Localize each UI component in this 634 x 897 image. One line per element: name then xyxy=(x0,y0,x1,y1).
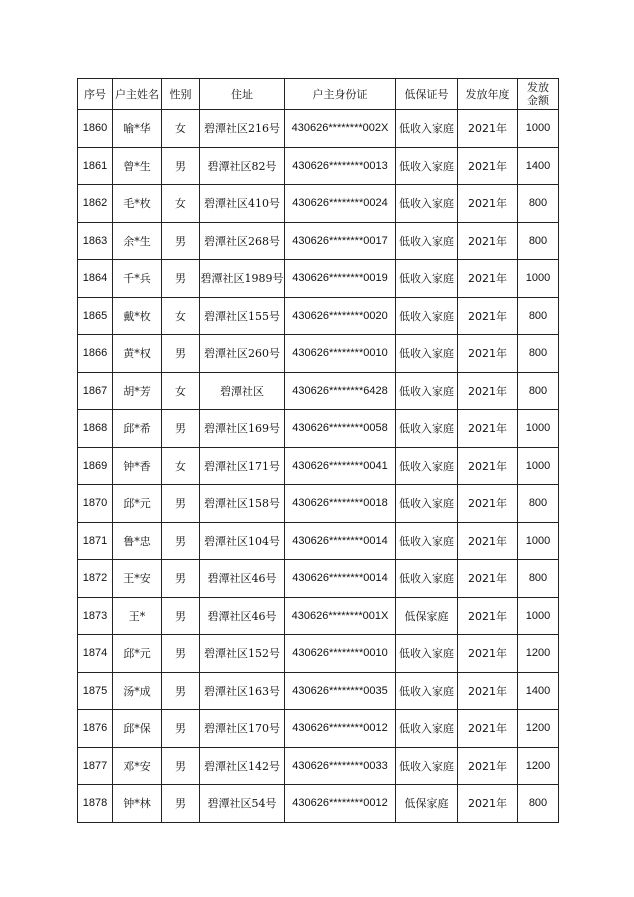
year-cell: 2021年 xyxy=(458,597,518,635)
table-row xyxy=(78,297,559,335)
table-row xyxy=(78,710,559,748)
name-cell: 余*生 xyxy=(113,222,162,260)
seq-cell: 1869 xyxy=(78,447,113,485)
certificate-cell: 低收入家庭 xyxy=(396,560,458,598)
id-card-cell: 430626********0058 xyxy=(285,410,396,448)
year-cell: 2021年 xyxy=(458,110,518,148)
id-card-cell: 430626********0033 xyxy=(285,747,396,785)
address-cell: 碧潭社区260号 xyxy=(200,335,285,373)
amount-cell: 1000 xyxy=(518,410,559,448)
certificate-cell: 低收入家庭 xyxy=(396,747,458,785)
table-row xyxy=(78,747,559,785)
table-row xyxy=(78,597,559,635)
header-gender: 性别 xyxy=(162,79,200,110)
amount-cell: 800 xyxy=(518,297,559,335)
amount-cell: 1000 xyxy=(518,597,559,635)
seq-cell: 1867 xyxy=(78,372,113,410)
name-cell: 钟*林 xyxy=(113,785,162,823)
address-cell: 碧潭社区54号 xyxy=(200,785,285,823)
address-cell: 碧潭社区82号 xyxy=(200,147,285,185)
seq-cell: 1878 xyxy=(78,785,113,823)
table-row xyxy=(78,110,559,148)
gender-cell: 男 xyxy=(162,485,200,523)
amount-cell: 1200 xyxy=(518,635,559,673)
seq-cell: 1870 xyxy=(78,485,113,523)
year-cell: 2021年 xyxy=(458,672,518,710)
amount-cell: 1200 xyxy=(518,747,559,785)
certificate-cell: 低收入家庭 xyxy=(396,522,458,560)
table-row xyxy=(78,185,559,223)
name-cell: 钟*香 xyxy=(113,447,162,485)
address-cell: 碧潭社区169号 xyxy=(200,410,285,448)
seq-cell: 1877 xyxy=(78,747,113,785)
seq-cell: 1875 xyxy=(78,672,113,710)
amount-cell: 800 xyxy=(518,335,559,373)
header-year: 发放年度 xyxy=(458,79,518,110)
name-cell: 胡*芳 xyxy=(113,372,162,410)
subsidy-table xyxy=(77,78,559,823)
id-card-cell: 430626********6428 xyxy=(285,372,396,410)
id-card-cell: 430626********0014 xyxy=(285,522,396,560)
amount-cell: 1000 xyxy=(518,110,559,148)
certificate-cell: 低收入家庭 xyxy=(396,372,458,410)
header-amount-line-1: 发放 xyxy=(527,81,549,94)
gender-cell: 女 xyxy=(162,372,200,410)
gender-cell: 男 xyxy=(162,635,200,673)
name-cell: 黄*权 xyxy=(113,335,162,373)
year-cell: 2021年 xyxy=(458,522,518,560)
id-card-cell: 430626********0017 xyxy=(285,222,396,260)
name-cell: 王* xyxy=(113,597,162,635)
address-cell: 碧潭社区1989号 xyxy=(200,260,285,298)
seq-cell: 1874 xyxy=(78,635,113,673)
amount-cell: 800 xyxy=(518,372,559,410)
table-row xyxy=(78,260,559,298)
seq-cell: 1866 xyxy=(78,335,113,373)
certificate-cell: 低收入家庭 xyxy=(396,485,458,523)
gender-cell: 女 xyxy=(162,447,200,485)
id-card-cell: 430626********0041 xyxy=(285,447,396,485)
header-id-card: 户主身份证 xyxy=(285,79,396,110)
amount-cell: 800 xyxy=(518,485,559,523)
id-card-cell: 430626********0012 xyxy=(285,785,396,823)
certificate-cell: 低收入家庭 xyxy=(396,710,458,748)
table-row xyxy=(78,522,559,560)
certificate-cell: 低收入家庭 xyxy=(396,635,458,673)
address-cell: 碧潭社区104号 xyxy=(200,522,285,560)
seq-cell: 1872 xyxy=(78,560,113,598)
amount-cell: 800 xyxy=(518,222,559,260)
header-seq: 序号 xyxy=(78,79,113,110)
year-cell: 2021年 xyxy=(458,710,518,748)
amount-cell: 1000 xyxy=(518,522,559,560)
name-cell: 喻*华 xyxy=(113,110,162,148)
header-amount-line-2: 金额 xyxy=(527,94,549,107)
name-cell: 曾*生 xyxy=(113,147,162,185)
id-card-cell: 430626********001X xyxy=(285,597,396,635)
certificate-cell: 低收入家庭 xyxy=(396,185,458,223)
amount-cell: 800 xyxy=(518,560,559,598)
seq-cell: 1860 xyxy=(78,110,113,148)
address-cell: 碧潭社区46号 xyxy=(200,560,285,598)
amount-cell: 800 xyxy=(518,785,559,823)
address-cell: 碧潭社区 xyxy=(200,372,285,410)
seq-cell: 1862 xyxy=(78,185,113,223)
year-cell: 2021年 xyxy=(458,372,518,410)
gender-cell: 女 xyxy=(162,185,200,223)
amount-cell: 1000 xyxy=(518,260,559,298)
gender-cell: 男 xyxy=(162,785,200,823)
amount-cell: 1200 xyxy=(518,710,559,748)
year-cell: 2021年 xyxy=(458,747,518,785)
address-cell: 碧潭社区268号 xyxy=(200,222,285,260)
address-cell: 碧潭社区152号 xyxy=(200,635,285,673)
year-cell: 2021年 xyxy=(458,560,518,598)
year-cell: 2021年 xyxy=(458,260,518,298)
certificate-cell: 低收入家庭 xyxy=(396,222,458,260)
address-cell: 碧潭社区158号 xyxy=(200,485,285,523)
gender-cell: 女 xyxy=(162,110,200,148)
certificate-cell: 低收入家庭 xyxy=(396,297,458,335)
id-card-cell: 430626********0013 xyxy=(285,147,396,185)
header-name: 户主姓名 xyxy=(113,79,162,110)
table-row xyxy=(78,222,559,260)
seq-cell: 1876 xyxy=(78,710,113,748)
address-cell: 碧潭社区163号 xyxy=(200,672,285,710)
name-cell: 邱*元 xyxy=(113,485,162,523)
seq-cell: 1865 xyxy=(78,297,113,335)
id-card-cell: 430626********0018 xyxy=(285,485,396,523)
gender-cell: 男 xyxy=(162,522,200,560)
amount-cell: 1000 xyxy=(518,447,559,485)
address-cell: 碧潭社区410号 xyxy=(200,185,285,223)
gender-cell: 男 xyxy=(162,597,200,635)
gender-cell: 男 xyxy=(162,147,200,185)
table-row xyxy=(78,672,559,710)
header-amount xyxy=(518,79,559,110)
table-body xyxy=(78,110,559,823)
table-row xyxy=(78,410,559,448)
id-card-cell: 430626********0014 xyxy=(285,560,396,598)
amount-cell: 1400 xyxy=(518,672,559,710)
year-cell: 2021年 xyxy=(458,447,518,485)
id-card-cell: 430626********0012 xyxy=(285,710,396,748)
address-cell: 碧潭社区142号 xyxy=(200,747,285,785)
certificate-cell: 低收入家庭 xyxy=(396,260,458,298)
address-cell: 碧潭社区216号 xyxy=(200,110,285,148)
table-row xyxy=(78,560,559,598)
gender-cell: 男 xyxy=(162,260,200,298)
year-cell: 2021年 xyxy=(458,185,518,223)
seq-cell: 1873 xyxy=(78,597,113,635)
id-card-cell: 430626********0010 xyxy=(285,635,396,673)
year-cell: 2021年 xyxy=(458,410,518,448)
year-cell: 2021年 xyxy=(458,485,518,523)
id-card-cell: 430626********0019 xyxy=(285,260,396,298)
gender-cell: 男 xyxy=(162,672,200,710)
certificate-cell: 低保家庭 xyxy=(396,597,458,635)
seq-cell: 1861 xyxy=(78,147,113,185)
table-row xyxy=(78,147,559,185)
amount-cell: 800 xyxy=(518,185,559,223)
name-cell: 王*安 xyxy=(113,560,162,598)
certificate-cell: 低收入家庭 xyxy=(396,447,458,485)
certificate-cell: 低收入家庭 xyxy=(396,410,458,448)
name-cell: 千*兵 xyxy=(113,260,162,298)
gender-cell: 男 xyxy=(162,410,200,448)
gender-cell: 男 xyxy=(162,710,200,748)
header-address: 住址 xyxy=(200,79,285,110)
gender-cell: 男 xyxy=(162,747,200,785)
table-row xyxy=(78,635,559,673)
amount-cell: 1400 xyxy=(518,147,559,185)
certificate-cell: 低收入家庭 xyxy=(396,147,458,185)
year-cell: 2021年 xyxy=(458,222,518,260)
name-cell: 鲁*忠 xyxy=(113,522,162,560)
name-cell: 邓*安 xyxy=(113,747,162,785)
name-cell: 邱*保 xyxy=(113,710,162,748)
gender-cell: 男 xyxy=(162,560,200,598)
header-row xyxy=(78,79,559,110)
name-cell: 戴*枚 xyxy=(113,297,162,335)
table-row xyxy=(78,785,559,823)
id-card-cell: 430626********0024 xyxy=(285,185,396,223)
id-card-cell: 430626********002X xyxy=(285,110,396,148)
year-cell: 2021年 xyxy=(458,635,518,673)
year-cell: 2021年 xyxy=(458,785,518,823)
id-card-cell: 430626********0035 xyxy=(285,672,396,710)
certificate-cell: 低收入家庭 xyxy=(396,335,458,373)
seq-cell: 1871 xyxy=(78,522,113,560)
name-cell: 汤*成 xyxy=(113,672,162,710)
certificate-cell: 低收入家庭 xyxy=(396,672,458,710)
table-row xyxy=(78,485,559,523)
name-cell: 毛*枚 xyxy=(113,185,162,223)
gender-cell: 男 xyxy=(162,222,200,260)
year-cell: 2021年 xyxy=(458,297,518,335)
seq-cell: 1863 xyxy=(78,222,113,260)
address-cell: 碧潭社区46号 xyxy=(200,597,285,635)
id-card-cell: 430626********0020 xyxy=(285,297,396,335)
table-row xyxy=(78,372,559,410)
table-row xyxy=(78,335,559,373)
seq-cell: 1864 xyxy=(78,260,113,298)
address-cell: 碧潭社区155号 xyxy=(200,297,285,335)
certificate-cell: 低保家庭 xyxy=(396,785,458,823)
gender-cell: 女 xyxy=(162,297,200,335)
year-cell: 2021年 xyxy=(458,335,518,373)
name-cell: 邱*希 xyxy=(113,410,162,448)
gender-cell: 男 xyxy=(162,335,200,373)
year-cell: 2021年 xyxy=(458,147,518,185)
certificate-cell: 低收入家庭 xyxy=(396,110,458,148)
address-cell: 碧潭社区170号 xyxy=(200,710,285,748)
header-certificate: 低保证号 xyxy=(396,79,458,110)
name-cell: 邱*元 xyxy=(113,635,162,673)
table-row xyxy=(78,447,559,485)
seq-cell: 1868 xyxy=(78,410,113,448)
id-card-cell: 430626********0010 xyxy=(285,335,396,373)
address-cell: 碧潭社区171号 xyxy=(200,447,285,485)
